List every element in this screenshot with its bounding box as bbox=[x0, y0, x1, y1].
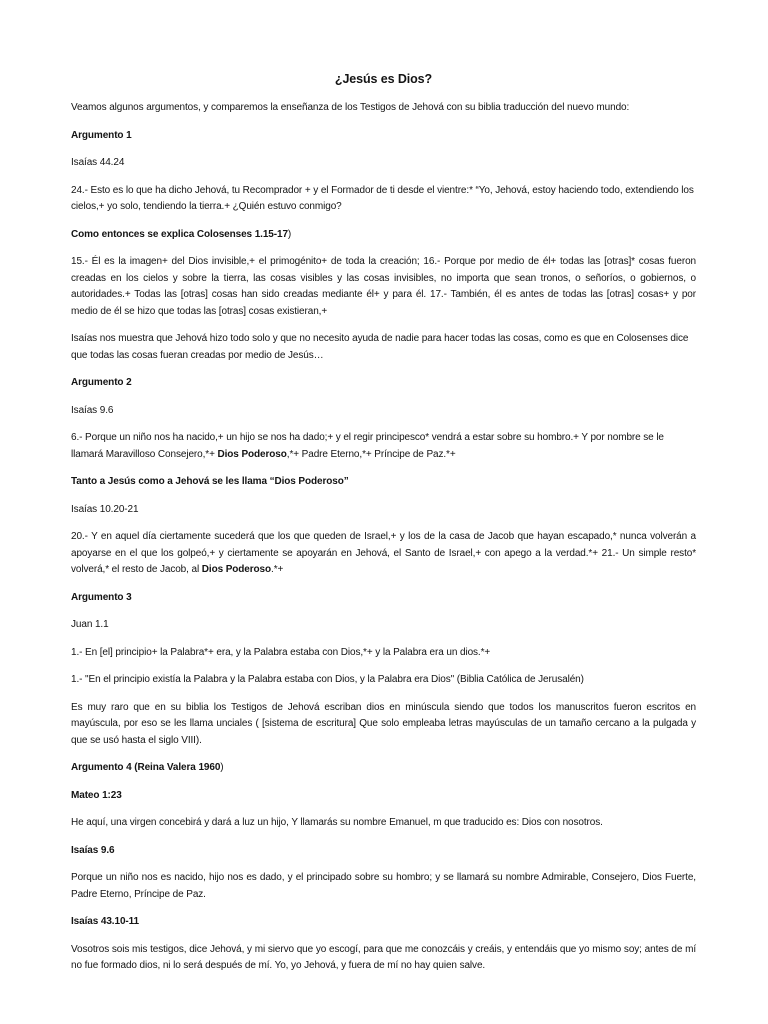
argument-3-reference: Juan 1.1 bbox=[71, 619, 109, 630]
argument-4-verse-3: Vosotros sois mis testigos, dice Jehová, y mi siervo que yo escogí, para que me conozcáis y creáis, y entendáis que yo mismo soy; antes de mí no fue formado dios, ni lo será después de mí. Yo, yo Jehová, y fuera de mí no hay quien salve. bbox=[71, 943, 696, 971]
argument-3-jerusalem-verse: 1.- "En el principio existía la Palabra y la Palabra estaba con Dios, y la Palabra era Dios" (Biblia Católica de Jerusalén) bbox=[71, 674, 584, 685]
argument-4-reference-2: Isaías 9.6 bbox=[71, 844, 115, 856]
argument-2-verse bbox=[71, 430, 696, 463]
argument-2-reference: Isaías 9.6 bbox=[71, 404, 114, 416]
argument-1-heading: Argumento 1 bbox=[71, 129, 132, 141]
argument-2-verse-part-b: ,*+ Padre Eterno,*+ Príncipe de Paz.*+ bbox=[286, 448, 456, 460]
argument-4-verse-2: Porque un niño nos es nacido, hijo nos es dado, y el principado sobre su hombro; y se llamará su nombre Admirable, Consejero, Dios Fuerte, Padre Eterno, Príncipe de Paz. bbox=[71, 872, 696, 900]
argument-1-reference: Isaías 44.24 bbox=[71, 157, 125, 168]
argument-2-verse-part-a: 6.- Porque un niño nos ha nacido,+ un hijo se nos ha dado;+ y el regir principesco* vendrá a estar sobre su hombro.+ Y por nombre se le llamará Maravilloso Consejero,*+ bbox=[71, 432, 664, 460]
page-title: ¿Jesús es Dios? bbox=[334, 72, 433, 86]
argument-4-heading-tail: ) bbox=[220, 762, 224, 773]
argument-4-reference-1: Mateo 1:23 bbox=[71, 789, 122, 801]
argument-1-comment: Isaías nos muestra que Jehová hizo todo solo y que no necesito ayuda de nadie para hacer todas las cosas, como es que en Colosenses dice que todas las cosas fueran creadas por medio de Jesús… bbox=[71, 333, 689, 361]
argument-4-heading bbox=[71, 760, 696, 777]
argument-2-verse-2-part-b: .*+ bbox=[271, 564, 284, 575]
argument-4-verse-1: He aquí, una virgen concebirá y dará a luz un hijo, Y llamarás su nombre Emanuel, m que traducido es: Dios con nosotros. bbox=[71, 817, 603, 828]
argument-2-verse-bold: Dios Poderoso bbox=[217, 448, 287, 460]
argument-1-question-bold: Como entonces se explica Colosenses 1.15-17 bbox=[71, 228, 288, 240]
intro-paragraph: Veamos algunos argumentos, y comparemos la enseñanza de los Testigos de Jehová con su biblia traducción del nuevo mundo: bbox=[71, 102, 630, 113]
colossians-verse: 15.- Él es la imagen+ del Dios invisible,+ el primogénito+ de toda la creación; 16.- Porque por medio de él+ todas las [otras]* cosas fueron creadas en los cielos y sobre la tierra, las cosas visibles y las cosas invisibles, no importa que sean tronos, o señoríos, o gobiernos, o autoridades.+ Todas las [otras] cosas han sido creadas mediante él+ y para él. 17.- También, él es antes de todas las [otras] cosas+ y por medio de él se hizo que todas las [otras] cosas existieran,+ bbox=[71, 256, 696, 317]
argument-1-question bbox=[71, 227, 696, 244]
argument-1-verse: 24.- Esto es lo que ha dicho Jehová, tu Recomprador + y el Formador de ti desde el vientre:* “Yo, Jehová, estoy haciendo todo, extendiendo los cielos,+ yo solo, tendiendo la tierra.+ ¿Quién estuvo conmigo? bbox=[71, 184, 694, 212]
argument-3-heading: Argumento 3 bbox=[71, 591, 132, 603]
argument-2-verse-2-bold: Dios Poderoso bbox=[201, 564, 272, 575]
argument-2-heading: Argumento 2 bbox=[71, 377, 132, 388]
argument-2-reference-2: Isaías 10.20-21 bbox=[71, 503, 139, 515]
argument-1-question-tail: ) bbox=[287, 228, 292, 240]
argument-2-verse-2 bbox=[71, 529, 696, 579]
argument-4-heading-bold: Argumento 4 (Reina Valera 1960 bbox=[71, 762, 221, 773]
argument-2-statement: Tanto a Jesús como a Jehová se les llama “Dios Poderoso” bbox=[71, 476, 349, 487]
argument-4-reference-3: Isaías 43.10-11 bbox=[71, 916, 140, 927]
argument-3-tnm-verse: 1.- En [el] principio+ la Palabra*+ era, y la Palabra estaba con Dios,*+ y la Palabra era un dios.*+ bbox=[71, 646, 491, 658]
argument-2-verse-2-part-a: 20.- Y en aquel día ciertamente sucederá que los que queden de Israel,+ y los de la casa de Jacob que hayan escapado,* nunca volverán a apoyarse en el que los golpeó,+ y ciertamente se apoyarán en Jehová, el Santo de Israel,+ con apego a la verdad.*+ 21.- Un simple resto* volverá,* el resto de Jacob, al bbox=[71, 531, 696, 575]
argument-3-comment: Es muy raro que en su biblia los Testigos de Jehová escriban dios en minúscula siendo que todos los manuscritos fueron escritos en mayúscula, por eso se les llama unciales ( [sistema de escritura] Que solo empleaba letras mayúsculas de un tamaño cercano a la pulgada y que se usó hasta el siglo VIII). bbox=[71, 701, 696, 746]
